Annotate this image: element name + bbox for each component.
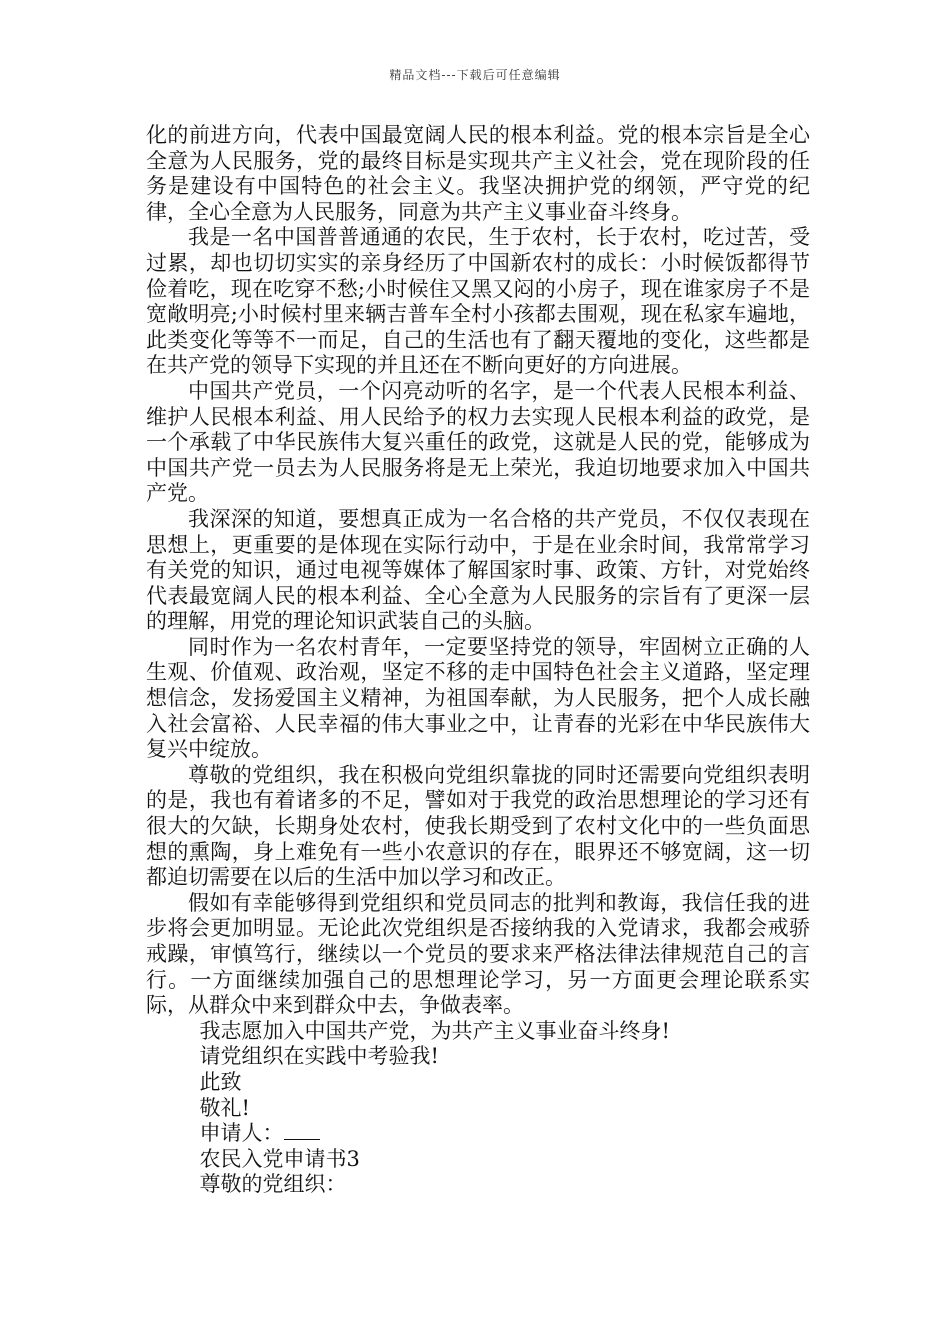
applicant-line <box>146 1121 810 1147</box>
applicant-label: 申请人： <box>199 1121 284 1146</box>
request-line: 请党组织在实践中考验我! <box>199 1044 439 1069</box>
page-header: 精品文档---下载后可任意编辑 <box>389 68 561 82</box>
cizhi-line: 此致 <box>199 1069 242 1094</box>
paragraph: 尊敬的党组织，我在积极向党组织靠拢的同时还需要向党组织表明的是，我也有着诸多的不足，譬如对于我党的政治思想理论的学习还有很大的欠缺，长期身处农村，使我长期受到了农村文化中的一些负面思想的熏陶，身上难免有一些小农意识的存在，眼界还不够宽阔，这一切都迫切需要在以后的生活中加以学习和改正。 <box>146 762 810 890</box>
applicant-signature-blank <box>284 1121 320 1140</box>
jingli-line: 敬礼! <box>199 1095 250 1120</box>
paragraph-continued: 化的前进方向，代表中国最宽阔人民的根本利益。党的根本宗旨是全心全意为人民服务，党的最终目标是实现共产主义社会，党在现阶段的任务是建设有中国特色的社会主义。我坚决拥护党的纲领，严守党的纪律，全心全意为人民服务，同意为共产主义事业奋斗终身。 <box>146 123 810 224</box>
next-salutation: 尊敬的党组织： <box>199 1172 347 1197</box>
paragraph: 我深深的知道，要想真正成为一名合格的共产党员，不仅仅表现在思想上，更重要的是体现在实际行动中，于是在业余时间，我常常学习有关党的知识，通过电视等媒体了解国家时事、政策、方针，对党始终代表最宽阔人民的根本利益、全心全意为人民服务的宗旨有了更深一层的理解，用党的理论知识武装自己的头脑。 <box>146 506 810 634</box>
paragraph: 中国共产党员，一个闪亮动听的名字，是一个代表人民根本利益、维护人民根本利益、用人民给予的权力去实现人民根本利益的政党，是一个承载了中华民族伟大复兴重任的政党，这就是人民的党，能够成为中国共产党一员去为人民服务将是无上荣光，我迫切地要求加入中国共产党。 <box>146 378 810 506</box>
paragraph: 同时作为一名农村青年，一定要坚持党的领导，牢固树立正确的人生观、价值观、政治观，坚定不移的走中国特色社会主义道路，坚定理想信念，发扬爱国主义精神，为祖国奉献，为人民服务，把个人成长融入社会富裕、人民幸福的伟大事业之中，让青春的光彩在中华民族伟大复兴中绽放。 <box>146 634 810 762</box>
document-body <box>146 123 810 1198</box>
pledge-line: 我志愿加入中国共产党，为共产主义事业奋斗终身! <box>199 1018 670 1043</box>
paragraph: 我是一名中国普普通通的农民，生于农村，长于农村，吃过苦，受过累，却也切切实实的亲身经历了中国新农村的成长：小时候饭都得节俭着吃，现在吃穿不愁;小时候住又黑又闷的小房子，现在谁家房子不是宽敞明亮;小时候村里来辆吉普车全村小孩都去围观，现在私家车遍地，此类变化等等不一而足，自己的生活也有了翻天覆地的变化，这些都是在共产党的领导下实现的并且还在不断向更好的方向进展。 <box>146 225 810 378</box>
next-title: 农民入党申请书3 <box>199 1146 360 1171</box>
paragraph: 假如有幸能够得到党组织和党员同志的批判和教诲，我信任我的进步将会更加明显。无论此次党组织是否接纳我的入党请求，我都会戒骄戒躁，审慎笃行，继续以一个党员的要求来严格法律法律规范自己的言行。一方面继续加强自己的思想理论学习，另一方面更会理论联系实际，从群众中来到群众中去，争做表率。 <box>146 890 810 1018</box>
